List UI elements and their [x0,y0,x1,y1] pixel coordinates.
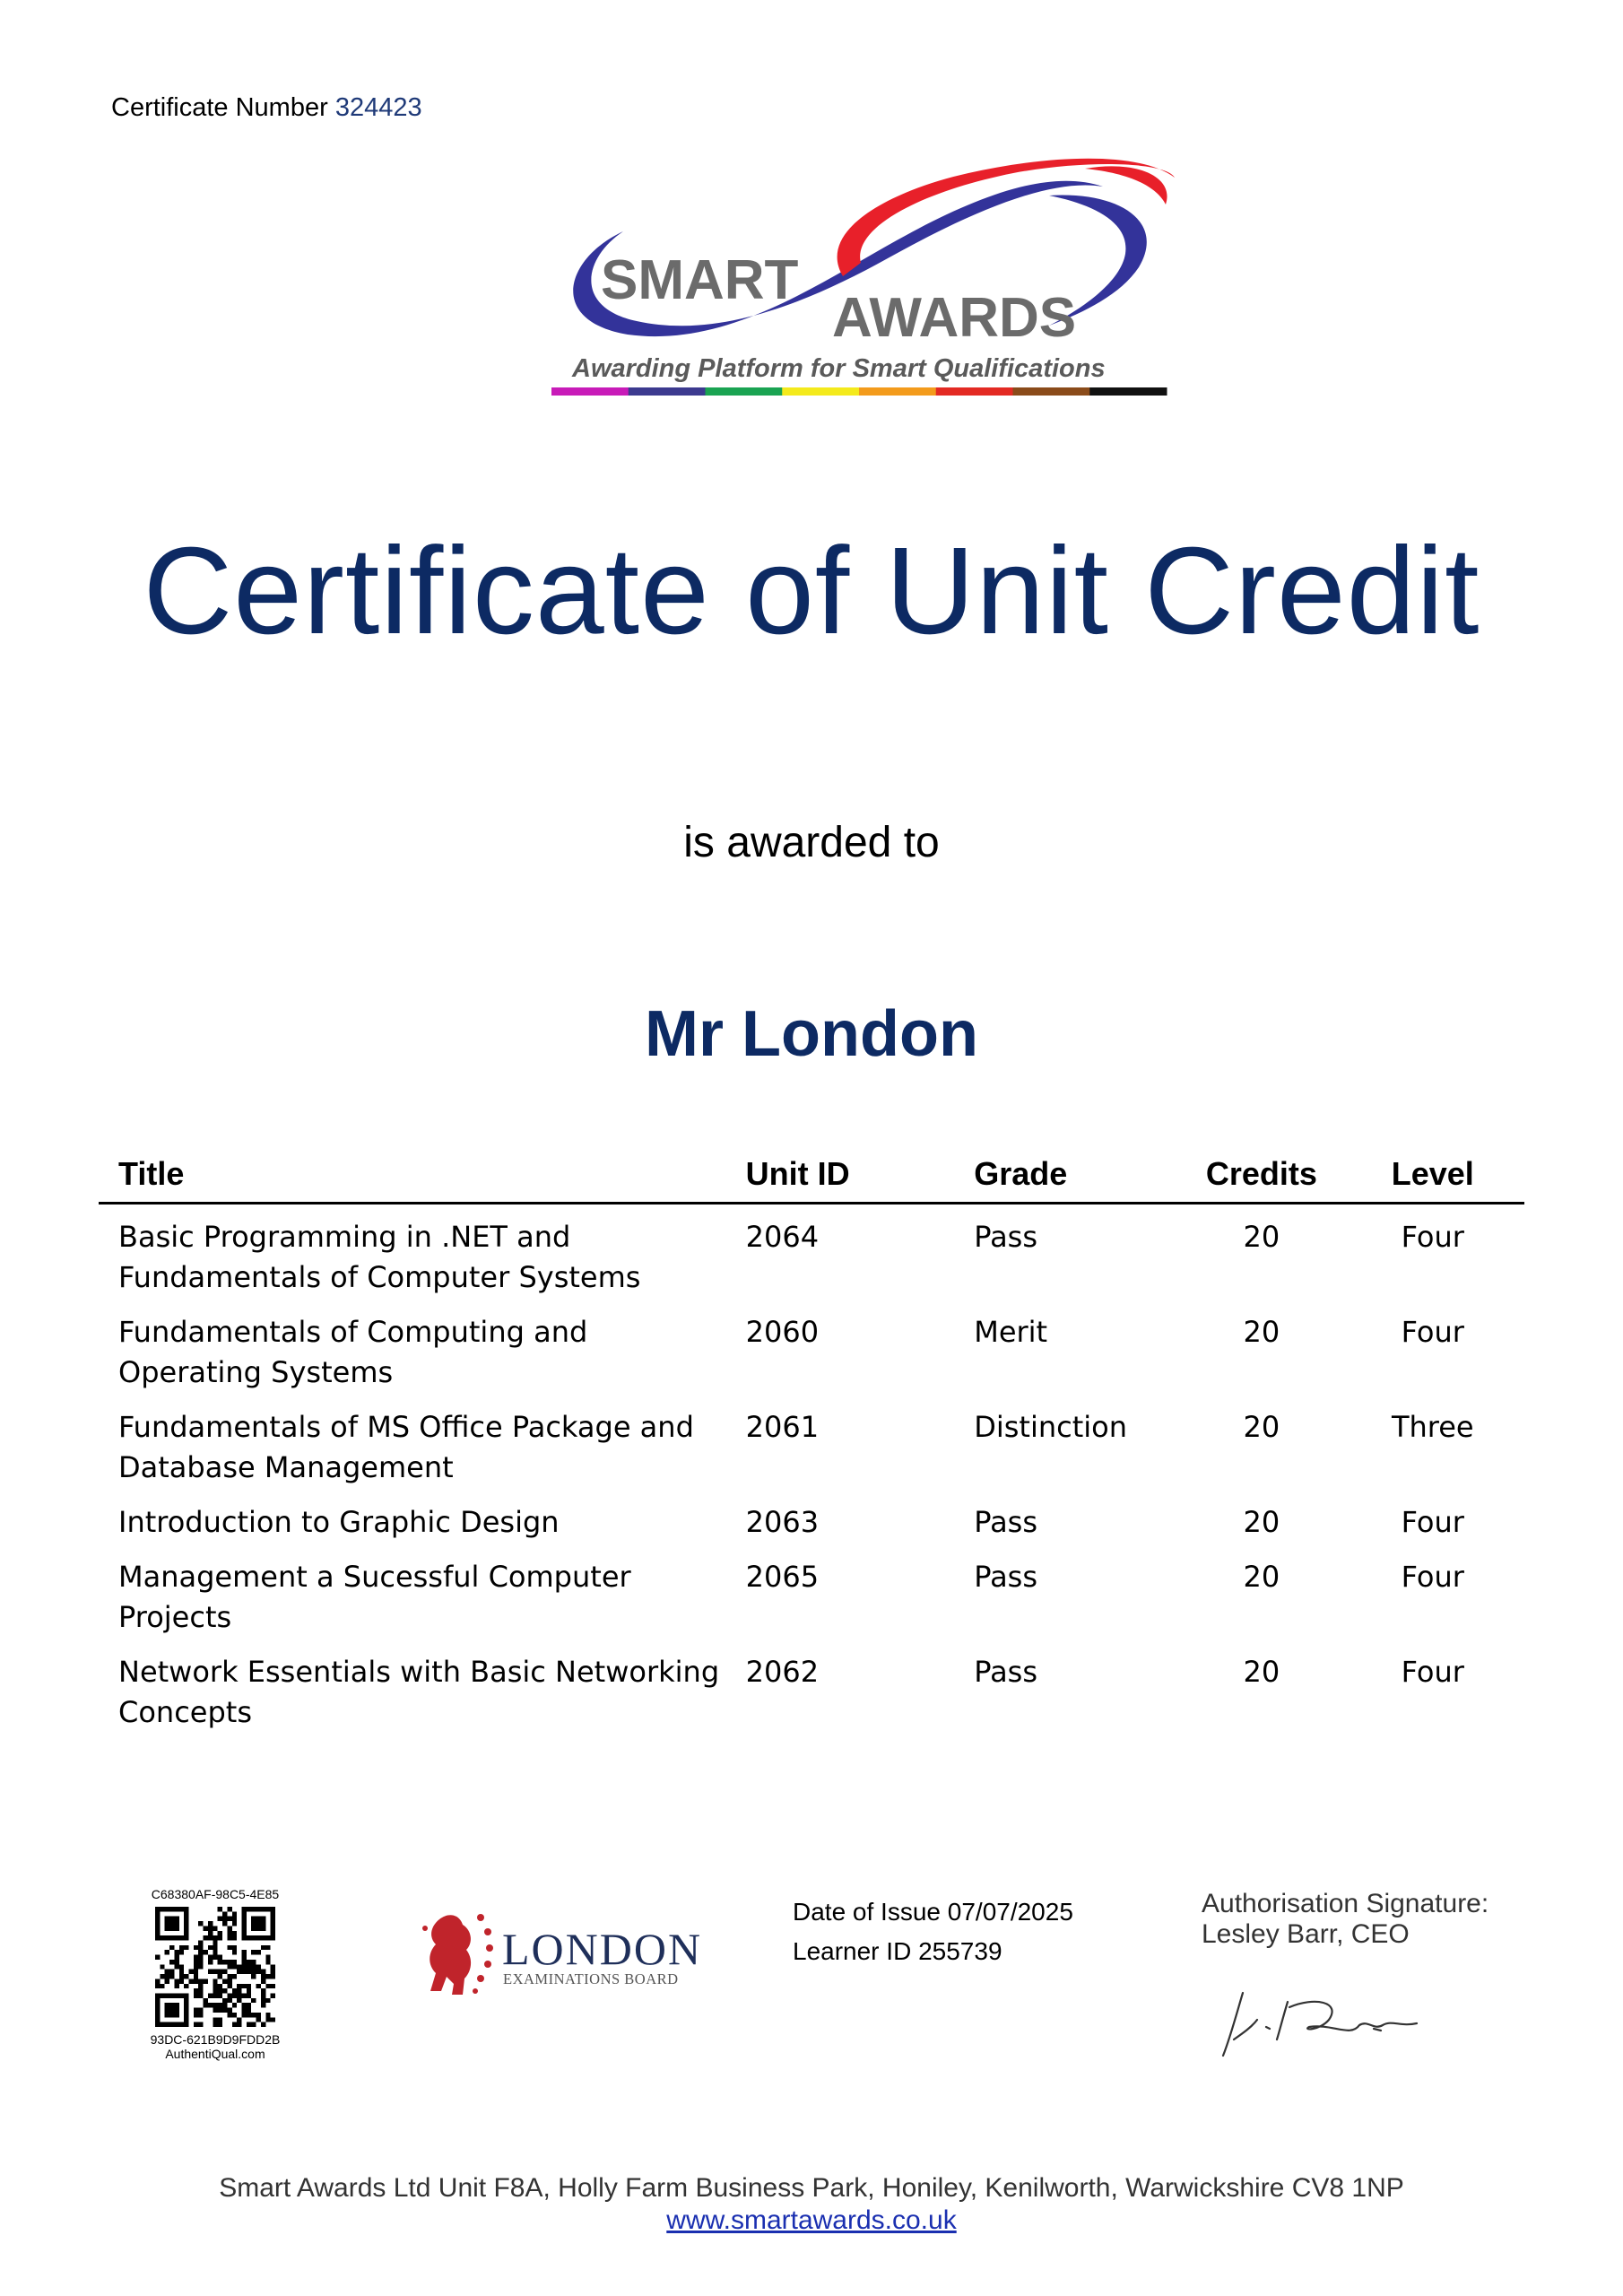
unit-id: 2064 [745,1220,820,1254]
logo-tagline: Awarding Platform for Smart Qualifications [572,354,1106,383]
awarded-to-text: is awarded to [683,819,940,866]
logo-stripe-segment [1089,387,1167,396]
unit-level: Four [1401,1505,1464,1539]
certificate-number-label: Certificate Number [111,93,328,122]
unit-id: 2063 [745,1505,820,1539]
unit-level: Four [1401,1315,1464,1349]
learner-id-value: 255739 [918,1937,1002,1965]
learner-id-label: Learner ID [793,1937,912,1965]
logo-stripe-segment [551,387,629,396]
board-name: LONDON [502,1924,703,1974]
unit-grade: Pass [974,1655,1038,1689]
verification-code-top: C68380AF-98C5-4E85 [151,1887,280,1901]
qr-code-icon[interactable] [155,1907,275,2027]
authorisation-signatory: Lesley Barr, CEO [1202,1919,1410,1949]
header-level: Level [1341,1155,1524,1204]
recipient-name: Mr London [645,998,978,1070]
issue-info [793,1892,1073,1971]
logo-stripe-segment [629,387,706,396]
unit-credits: 20 [1243,1560,1280,1594]
logo-stripe-segment [859,387,936,396]
table-header-row [99,1155,1524,1204]
unit-level: Three [1391,1410,1474,1444]
authorisation-block [1202,1889,1488,1950]
unit-level: Four [1401,1655,1464,1689]
board-subtitle: EXAMINATIONS BOARD [503,1970,679,1987]
footer [0,2172,1623,2237]
lion-crest-icon [422,1914,493,1995]
table-row [99,1495,1524,1550]
certificate-number-value: 324423 [334,93,422,122]
date-of-issue-value: 07/07/2025 [947,1898,1073,1926]
smart-awards-logo [547,151,1184,402]
unit-grade: Merit [974,1315,1048,1349]
header-title: Title [99,1155,726,1204]
certificate-title: Certificate of Unit Credit [143,522,1480,660]
unit-title: Fundamentals of Computing and Operating Systems [118,1315,588,1389]
header-unit-id: Unit ID [726,1155,955,1204]
table-row [99,1400,1524,1495]
unit-credits: 20 [1243,1655,1280,1689]
unit-grade: Distinction [974,1410,1128,1444]
date-of-issue [793,1892,1073,1932]
unit-grade: Pass [974,1505,1038,1539]
logo-stripe-segment [936,387,1013,396]
unit-grade: Pass [974,1220,1038,1254]
unit-id: 2062 [745,1655,820,1689]
date-of-issue-label: Date of Issue [793,1898,941,1926]
unit-id: 2060 [745,1315,820,1349]
signature-image [1216,1984,1422,2065]
unit-grade: Pass [974,1560,1038,1594]
table-row [99,1305,1524,1400]
authorisation-label: Authorisation Signature: [1202,1889,1489,1918]
logo-word-awards: AWARDS [832,287,1077,349]
unit-title: Network Essentials with Basic Networking Concepts [118,1655,720,1729]
learner-id [793,1932,1073,1971]
certificate-number [111,93,422,123]
header-grade: Grade [954,1155,1182,1204]
units-table [99,1155,1524,1740]
unit-credits: 20 [1243,1410,1280,1444]
verification-site: AuthentiQual.com [165,2047,265,2061]
unit-id: 2061 [745,1410,820,1444]
website-link[interactable]: www.smartawards.co.uk [666,2205,957,2235]
unit-credits: 20 [1243,1505,1280,1539]
table-row [99,1550,1524,1645]
london-examinations-board-logo [412,1901,708,2000]
header-credits: Credits [1182,1155,1341,1204]
logo-stripe-segment [706,387,783,396]
unit-level: Four [1401,1220,1464,1254]
unit-credits: 20 [1243,1315,1280,1349]
table-row [99,1204,1524,1306]
logo-word-smart: SMART [601,249,799,311]
unit-level: Four [1401,1560,1464,1594]
logo-stripe-segment [782,387,859,396]
table-row [99,1645,1524,1740]
verification-code-bottom: 93DC-621B9D9FDD2B [150,2032,281,2047]
unit-credits: 20 [1243,1220,1280,1254]
verification-qr-block [126,1887,305,2061]
unit-id: 2065 [745,1560,820,1594]
logo-color-stripe [551,387,1167,396]
unit-title: Management a Sucessful Computer Projects [118,1560,631,1634]
unit-title: Fundamentals of MS Office Package and Database Management [118,1410,694,1484]
footer-address: Smart Awards Ltd Unit F8A, Holly Farm Business Park, Honiley, Kenilworth, Warwickshire CV8 1NP [219,2173,1404,2203]
unit-title: Basic Programming in .NET and Fundamentals of Computer Systems [118,1220,641,1294]
logo-stripe-segment [1013,387,1090,396]
unit-title: Introduction to Graphic Design [118,1505,560,1539]
